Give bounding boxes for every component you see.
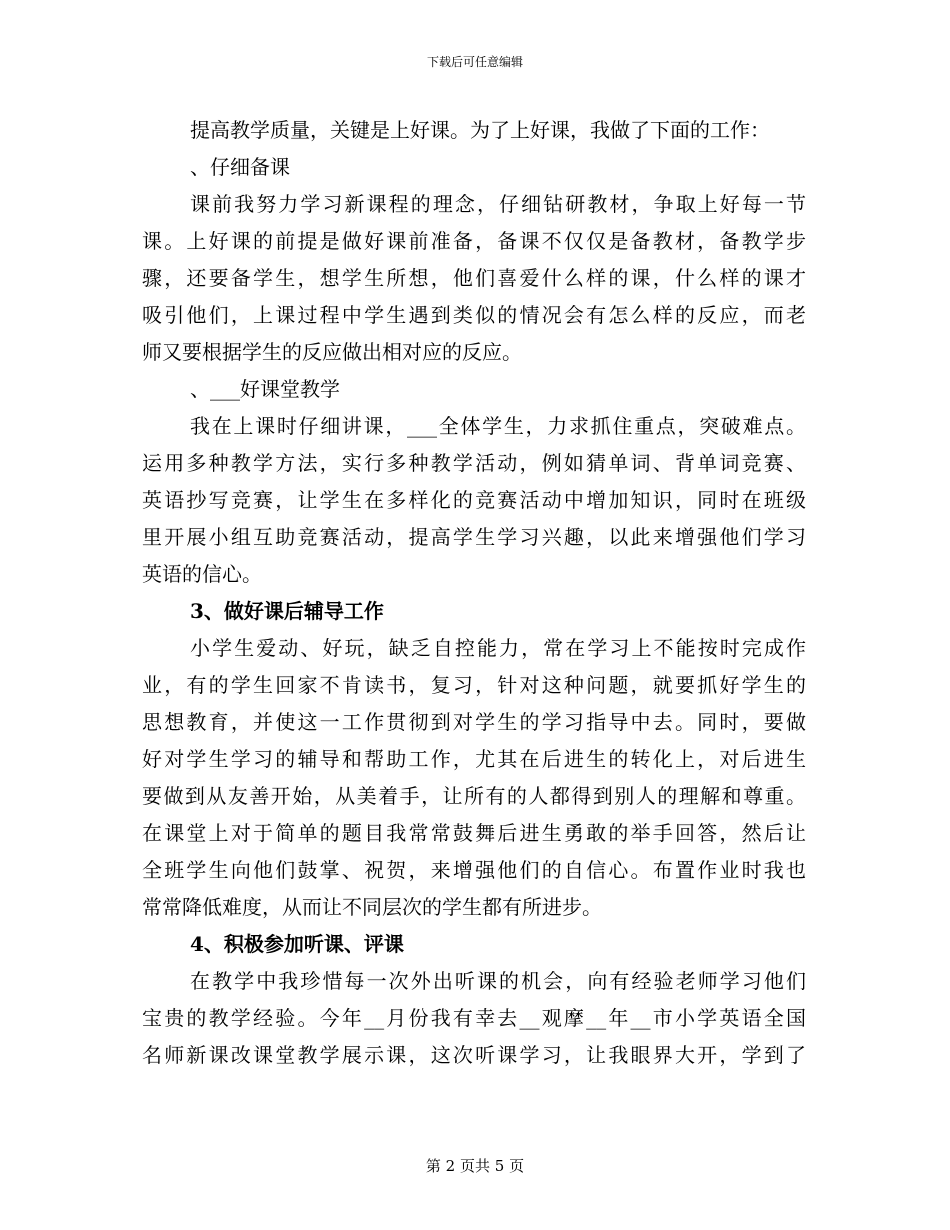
paragraph-line: 英语抄写竞赛，让学生在多样化的竞赛活动中增加知识，同时在班级: [142, 488, 806, 512]
paragraph-line: 英语的信心。: [142, 562, 262, 586]
paragraph-line: 全班学生向他们鼓掌、祝贺，来增强他们的自信心。布置作业时我也: [142, 858, 806, 882]
paragraph-line: 课。上好课的前提是做好课前准备，备课不仅仅是备教材，备教学步: [142, 229, 806, 253]
paragraph-line: 、仔细备课: [190, 155, 290, 179]
paragraph-line: 常常降低难度，从而让不同层次的学生都有所进步。: [142, 895, 602, 919]
paragraph-line: 小学生爱动、好玩，缺乏自控能力，常在学习上不能按时完成作: [190, 636, 806, 660]
paragraph-line: 名师新课改课堂教学展示课，这次听课学习，让我眼界大开，学到了: [142, 1043, 806, 1067]
paragraph-line: 好对学生学习的辅导和帮助工作，尤其在后进生的转化上，对后进生: [142, 747, 806, 771]
paragraph-line: 在课堂上对于简单的题目我常常鼓舞后进生勇敢的举手回答，然后让: [142, 821, 806, 845]
document-body: [142, 112, 806, 1074]
paragraph-line: 、___好课堂教学: [190, 377, 340, 401]
section-heading: 4、积极参加听课、评课: [190, 932, 404, 956]
paragraph-line: 里开展小组互助竞赛活动，提高学生学习兴趣，以此来增强他们学习: [142, 525, 806, 549]
paragraph-line: 宝贵的教学经验。今年__月份我有幸去__观摩__年__市小学英语全国: [142, 1006, 806, 1030]
paragraph-line: 师又要根据学生的反应做出相对应的反应。: [142, 340, 522, 364]
paragraph-line: 骤，还要备学生，想学生所想，他们喜爱什么样的课，什么样的课才: [142, 266, 806, 290]
page-header: 下载后可任意编辑: [426, 55, 523, 69]
paragraph-line: 我在上课时仔细讲课，___全体学生，力求抓住重点，突破难点。: [190, 414, 806, 438]
paragraph-line: 提高教学质量，关键是上好课。为了上好课，我做了下面的工作：: [190, 118, 770, 142]
paragraph-line: 要做到从友善开始，从美着手，让所有的人都得到别人的理解和尊重。: [142, 784, 806, 808]
section-heading: 3、做好课后辅导工作: [190, 599, 384, 623]
paragraph-line: 思想教育，并使这一工作贯彻到对学生的学习指导中去。同时，要做: [142, 710, 806, 734]
paragraph-line: 吸引他们，上课过程中学生遇到类似的情况会有怎么样的反应，而老: [142, 303, 806, 327]
paragraph-line: 课前我努力学习新课程的理念，仔细钻研教材，争取上好每一节: [190, 192, 806, 216]
paragraph-line: 在教学中我珍惜每一次外出听课的机会，向有经验老师学习他们: [190, 969, 806, 993]
paragraph-line: 运用多种教学方法，实行多种教学活动，例如猜单词、背单词竞赛、: [142, 451, 806, 475]
page-footer: 第 2 页共 5 页: [425, 1157, 525, 1175]
paragraph-line: 业，有的学生回家不肯读书，复习，针对这种问题，就要抓好学生的: [142, 673, 806, 697]
